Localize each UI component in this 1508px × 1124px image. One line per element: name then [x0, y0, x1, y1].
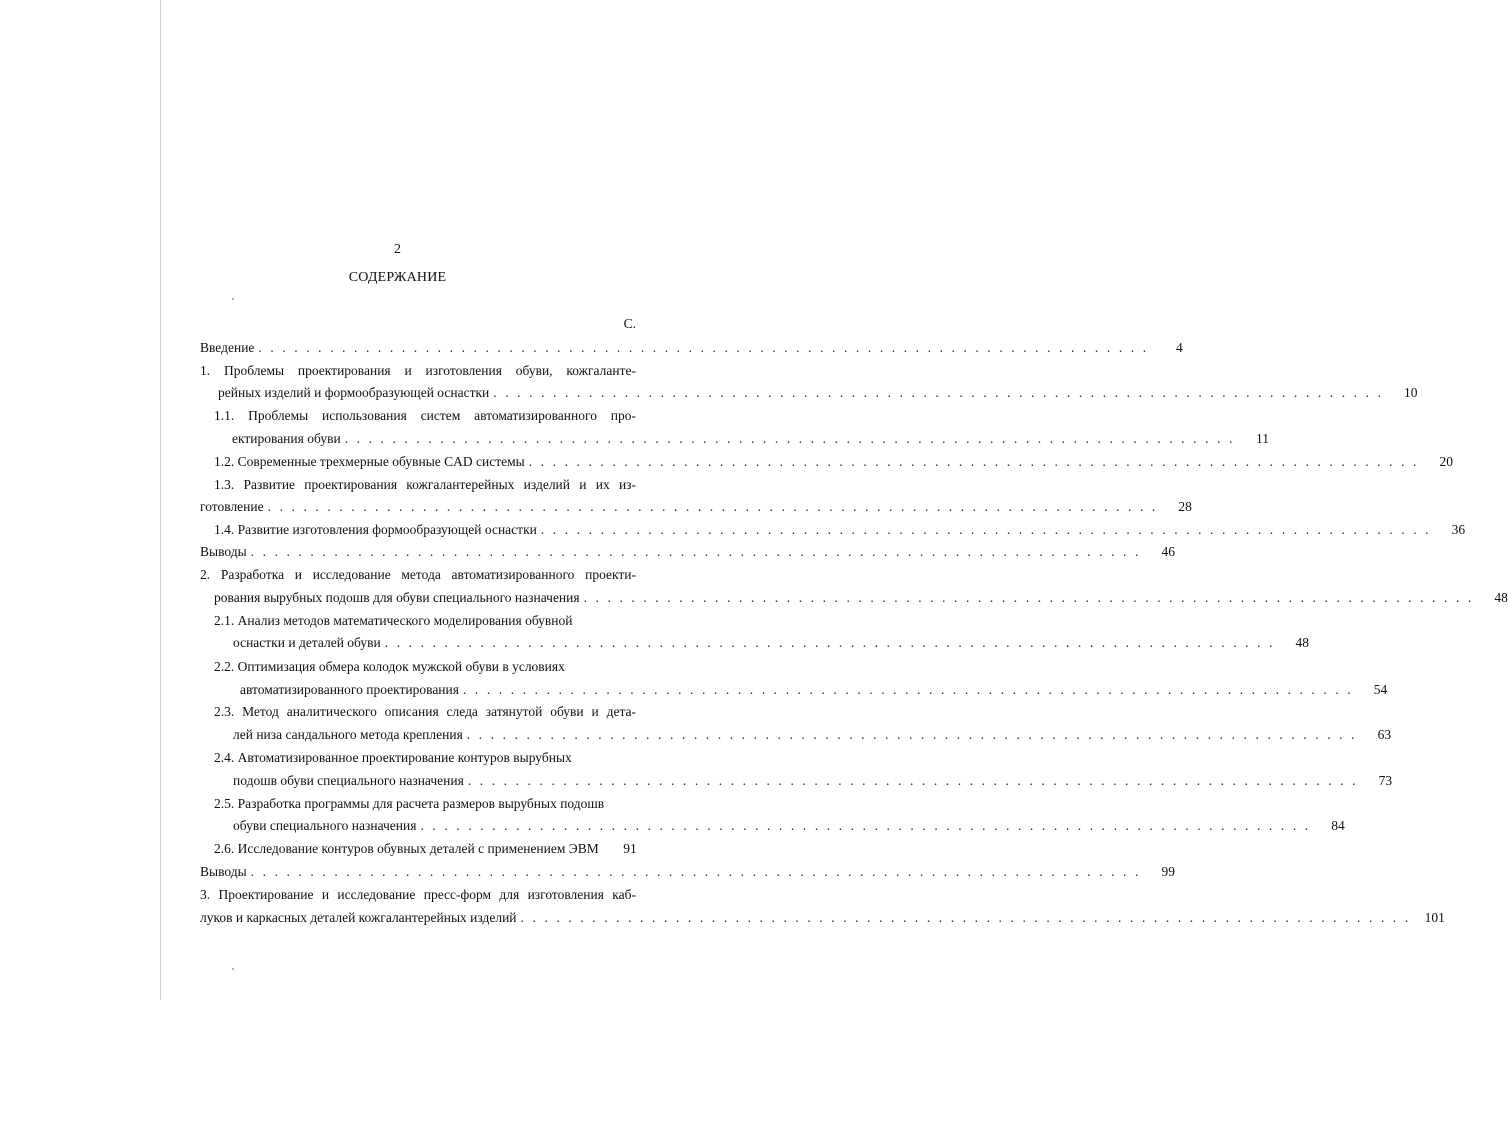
toc-entry-page: 28	[1178, 499, 1192, 514]
toc-entry-page: 84	[1331, 818, 1345, 833]
dot-leader: . . . . . . . . . . . . . . . . . . . . . . . . . . . . . . . . . . . . . . . . . . . . . . . . . . . . . . . . . . . . . . . . . . . . . . . . . . .	[462, 682, 1354, 697]
toc-line	[214, 587, 1508, 609]
toc-entry-text: 1.3. Развитие проектирования кожгалантерейных изделий и их из-	[214, 477, 636, 492]
toc-line	[214, 405, 636, 427]
scan-speck	[232, 298, 234, 300]
toc-entry-page: 63	[1377, 727, 1392, 742]
toc-entry-text: 2.4. Автоматизированное проектирование контуров вырубных	[214, 750, 572, 765]
toc-line	[200, 496, 1192, 518]
dot-leader: . . . . . . . . . . . . . . . . . . . . . . . . . . . . . . . . . . . . . . . . . . . . . . . . . . . . . . . . . . . . . . . . . . . . . . . . . . .	[467, 773, 1359, 788]
toc-line	[200, 884, 636, 906]
toc-entry-page: 4	[1175, 340, 1183, 355]
toc-entry-text: Выводы	[200, 544, 247, 559]
toc-entry-text: 2. Разработка и исследование метода автоматизированного проекти-	[200, 567, 636, 582]
dot-leader: . . . . . . . . . . . . . . . . . . . . . . . . . . . . . . . . . . . . . . . . . . . . . . . . . . . . . . . . . . . . . . . . . . . . . . . . . . .	[258, 340, 1149, 355]
toc-line	[233, 632, 1310, 654]
dot-leader: . . . . . . . . . . . . . . . . . . . . . . . . . . . . . . . . . . . . . . . . . . . . . . . . . . . . . . . . . . . . . . . . . . . . . . . . . . .	[420, 818, 1311, 833]
dot-leader: . . . . . . . . . . . . . . . . . . . . . . . . . . . . . . . . . . . . . . . . . . . . . . . . . . . . . . . . . . . . . . . . . . . . . . . . . . .	[583, 590, 1474, 605]
scan-speck	[232, 968, 234, 970]
dot-leader: . . . . . . . . . . . . . . . . . . . . . . . . . . . . . . . . . . . . . . . . . . . . . . . . . . . . . . . . . . . . . . . . . . . . . . . . . . .	[344, 431, 1235, 446]
toc-line	[214, 519, 1466, 541]
toc-entry-page: 11	[1255, 431, 1269, 446]
toc-entry-page: 101	[1424, 910, 1445, 925]
toc-line	[214, 451, 1454, 473]
dot-leader: . . . . . . . . . . . . . . . . . . . . . . . . . . . . . . . . . . . . . . . . . . . . . . . . . . . . . . . . . . . . . . . . . . . . . . . . . . .	[540, 522, 1432, 537]
toc-line	[214, 747, 576, 769]
toc-entry-page: 48	[1295, 635, 1310, 650]
toc-line	[200, 564, 636, 586]
toc-entry-page: 46	[1161, 544, 1175, 559]
dot-leader: . . . . . . . . . . . . . . . . . . . . . . . . . . . . . . . . . . . . . . . . . . . . . . . . . . . . . . . . . . . . . . . . . . . . . . . . . . .	[528, 454, 1420, 469]
toc-entry-text: 1.2. Современные трехмерные обувные CAD системы	[214, 454, 525, 469]
toc-entry-text: обуви специального назначения	[233, 818, 417, 833]
toc-entry-text: 2.1. Анализ методов математического моделирования обувной	[214, 613, 573, 628]
toc-entry-text: готовление	[200, 499, 264, 514]
toc-entry-page: 48	[1494, 590, 1508, 605]
toc-entry-page: 73	[1378, 773, 1393, 788]
toc-line	[233, 815, 1345, 837]
dot-leader: . . . . . . . . . . . . . . . . . . . . . . . . . . . . . . . . . . . . . . . . . . . . . . . . . . . . . . . . . . . . . . . . . . . . . . . . . . .	[520, 910, 1411, 925]
toc-line	[214, 474, 636, 496]
toc-line	[200, 337, 1183, 359]
toc-line	[214, 701, 636, 723]
toc-entry-page: 54	[1373, 682, 1388, 697]
toc-entry-text: Выводы	[200, 864, 247, 879]
toc-entry-text: 2.6. Исследование контуров обувных деталей с применением ЭВМ	[214, 841, 599, 856]
toc-entry-text: 1.1. Проблемы использования систем автоматизированного про-	[214, 408, 636, 423]
toc-entry-page: 99	[1161, 864, 1175, 879]
toc-entry-text: 2.2. Оптимизация обмера колодок мужской обуви в условиях	[214, 659, 565, 674]
toc-entry-page: 91	[623, 841, 637, 856]
toc-entry-text: луков и каркасных деталей кожгалантерейных изделий	[200, 910, 517, 925]
toc-entry-text: Введение	[200, 340, 255, 355]
page-column-label: С.	[623, 316, 636, 331]
toc-line	[200, 541, 1175, 563]
dot-leader: . . . . . . . . . . . . . . . . . . . . . . . . . . . . . . . . . . . . . . . . . . . . . . . . . . . . . . . . . . . . . . . . . . . . . . . . . . .	[250, 544, 1141, 559]
toc-line	[240, 679, 1388, 701]
toc-entry-text: оснастки и деталей обуви	[233, 635, 381, 650]
toc-entry-text: 1. Проблемы проектирования и изготовления обуви, кожгаланте-	[200, 363, 636, 378]
dot-leader: . . . . . . . . . . . . . . . . . . . . . . . . . . . . . . . . . . . . . . . . . . . . . . . . . . . . . . . . . . . . . . . . . . . . . . . . . . .	[250, 864, 1141, 879]
dot-leader: . . . . . . . . . . . . . . . . . . . . . . . . . . . . . . . . . . . . . . . . . . . . . . . . . . . . . . . . . . . . . . . . . . . . . . . . . . .	[267, 499, 1158, 514]
toc-line	[232, 428, 1269, 450]
toc-line	[233, 770, 1393, 792]
toc-line	[218, 382, 1418, 404]
toc-entry-text: рейных изделий и формообразующей оснастки	[218, 385, 490, 400]
toc-line	[214, 838, 636, 860]
toc-entry-text: подошв обуви специального назначения	[233, 773, 464, 788]
toc-line	[200, 907, 1445, 929]
toc-line	[200, 360, 636, 382]
page-edge	[160, 0, 161, 1000]
toc-entry-text: 1.4. Развитие изготовления формообразующей оснастки	[214, 522, 537, 537]
toc-line	[233, 724, 1392, 746]
dot-leader: . . . . . . . . . . . . . . . . . . . . . . . . . . . . . . . . . . . . . . . . . . . . . . . . . . . . . . . . . . . . . . . . . . . . . . . . . . .	[466, 727, 1358, 742]
toc-line	[214, 610, 576, 632]
toc-entry-page: 20	[1439, 454, 1454, 469]
toc-entry-text: автоматизированного проектирования	[240, 682, 459, 697]
toc-entry-text: 2.5. Разработка программы для расчета размеров вырубных подошв	[214, 796, 605, 811]
toc-line	[214, 656, 576, 678]
toc-line	[200, 861, 1175, 883]
toc-entry-text: 2.3. Метод аналитического описания следа затянутой обуви и дета-	[214, 704, 636, 719]
toc-entry-page: 36	[1451, 522, 1466, 537]
toc-entry-text: рования вырубных подошв для обуви специального назначения	[214, 590, 580, 605]
toc-entry-text: лей низа сандального метода крепления	[233, 727, 463, 742]
toc-entry-text: ектирования обуви	[232, 431, 341, 446]
dot-leader: . . . . . . . . . . . . . . . . . . . . . . . . . . . . . . . . . . . . . . . . . . . . . . . . . . . . . . . . . . . . . . . . . . . . . . . . . . .	[493, 385, 1384, 400]
toc-entry-page: 10	[1404, 385, 1418, 400]
toc-entry-text: 3. Проектирование и исследование пресс-форм для изготовления каб-	[200, 887, 636, 902]
toc-title: СОДЕРЖАНИЕ	[348, 270, 447, 285]
toc-line	[214, 793, 605, 815]
page-number: 2	[394, 242, 401, 257]
dot-leader: . . . . . . . . . . . . . . . . . . . . . . . . . . . . . . . . . . . . . . . . . . . . . . . . . . . . . . . . . . . . . . . . . . . . . . . . . . .	[384, 635, 1276, 650]
